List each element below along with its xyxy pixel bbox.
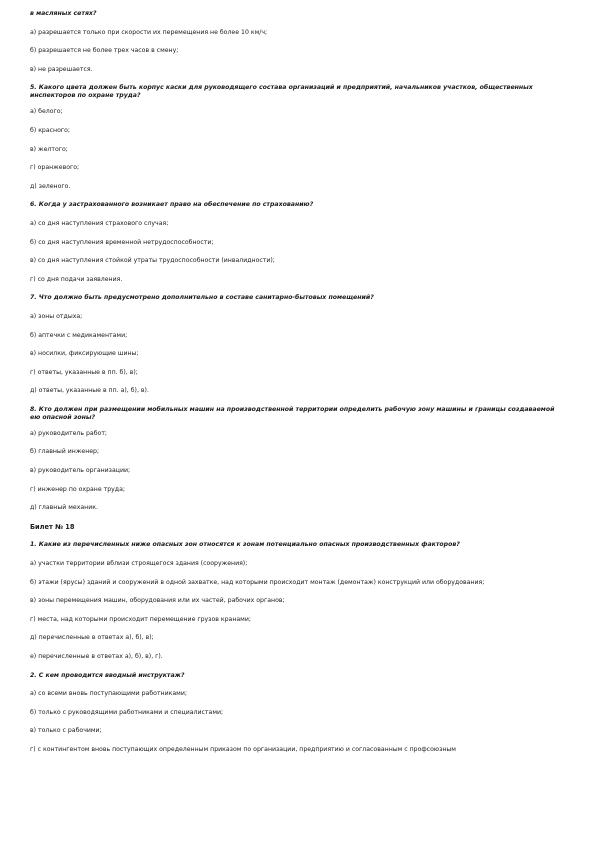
answer-option: в) не разрешается. bbox=[30, 65, 93, 73]
answer-option: в) зоны перемещения машин, оборудования или их частей, рабочих органов; bbox=[30, 597, 285, 605]
answer-option: а) со всеми вновь поступающими работниками; bbox=[30, 690, 187, 698]
answer-option: б) только с руководящими работниками и специалистами; bbox=[30, 708, 224, 716]
answer-option: в) со дня наступления стойкой утраты трудоспособности (инвалидности); bbox=[30, 257, 275, 265]
answer-option: д) главный механик. bbox=[30, 504, 98, 512]
answer-option: г) оранжевого; bbox=[30, 164, 80, 172]
answer-option: д) перечисленные в ответах а), б), в); bbox=[30, 634, 154, 642]
question-text: 7. Что должно быть предусмотрено дополнительно в составе санитарно-бытовых помещений? bbox=[30, 294, 374, 302]
answer-option: а) зоны отдыха; bbox=[30, 312, 83, 320]
answer-option: б) красного; bbox=[30, 126, 71, 134]
answer-option: б) со дня наступления временной нетрудоспособности; bbox=[30, 238, 214, 246]
answer-option: в) только с рабочими; bbox=[30, 727, 102, 735]
answer-option: а) участки территории вблизи строящегося здания (сооружения); bbox=[30, 560, 248, 568]
answer-option: в) носилки, фиксирующие шины; bbox=[30, 350, 139, 358]
answer-option: г) с контингентом вновь поступающих определенным приказом по организации, предприятию и согласованным с профсоюзным bbox=[30, 745, 456, 753]
answer-option: д) зеленого. bbox=[30, 182, 71, 190]
answer-option: б) разрешается не более трех часов в смену; bbox=[30, 47, 179, 55]
ticket-heading: Билет № 18 bbox=[30, 522, 75, 531]
question-text: 1. Какие из перечисленных ниже опасных зон относятся к зонам потенциально опасных производственных факторов? bbox=[30, 541, 460, 549]
answer-option: д) ответы, указанные в пп. а), б), в). bbox=[30, 387, 149, 395]
answer-option: а) белого; bbox=[30, 108, 63, 116]
question-text: в масляных сетях? bbox=[30, 10, 97, 17]
question-text: 8. Кто должен при размещении мобильных машин на производственной территории определить рабочую зону машины и границы создаваемой ею опасной зоны? bbox=[30, 405, 555, 421]
answer-option: г) места, над которыми происходит перемещение грузов кранами; bbox=[30, 615, 251, 623]
answer-option: е) перечисленные в ответах а), б), в), г). bbox=[30, 653, 163, 660]
question-text: 6. Когда у застрахованного возникает право на обеспечение по страхованию? bbox=[30, 201, 314, 209]
answer-option: г) со дня подачи заявления. bbox=[30, 275, 123, 283]
answer-option: а) разрешается только при скорости их перемещения не более 10 км/ч; bbox=[30, 28, 268, 36]
answer-option: а) руководитель работ; bbox=[30, 429, 108, 437]
question-text: 2. С кем проводится вводный инструктаж? bbox=[30, 671, 185, 679]
answer-option: г) инженер по охране труда; bbox=[30, 485, 125, 493]
answer-option: б) главный инженер; bbox=[30, 448, 100, 456]
answer-option: а) со дня наступления страхового случая; bbox=[30, 219, 169, 227]
answer-option: г) ответы, указанные в пп. б), в); bbox=[30, 368, 138, 376]
answer-option: б) этажи (ярусы) зданий и сооружений в одной захватке, над которыми происходит монтаж (демонтаж) конструкций или оборудования; bbox=[30, 578, 485, 586]
answer-option: в) руководитель организации; bbox=[30, 467, 131, 475]
answer-option: б) аптечки с медикаментами; bbox=[30, 331, 128, 339]
answer-option: в) желтого; bbox=[30, 145, 68, 153]
question-text: 5. Какого цвета должен быть корпус каски для руководящего состава организаций и предприятий, начальников участков, общественных инспекторов по охране труда? bbox=[30, 84, 533, 100]
